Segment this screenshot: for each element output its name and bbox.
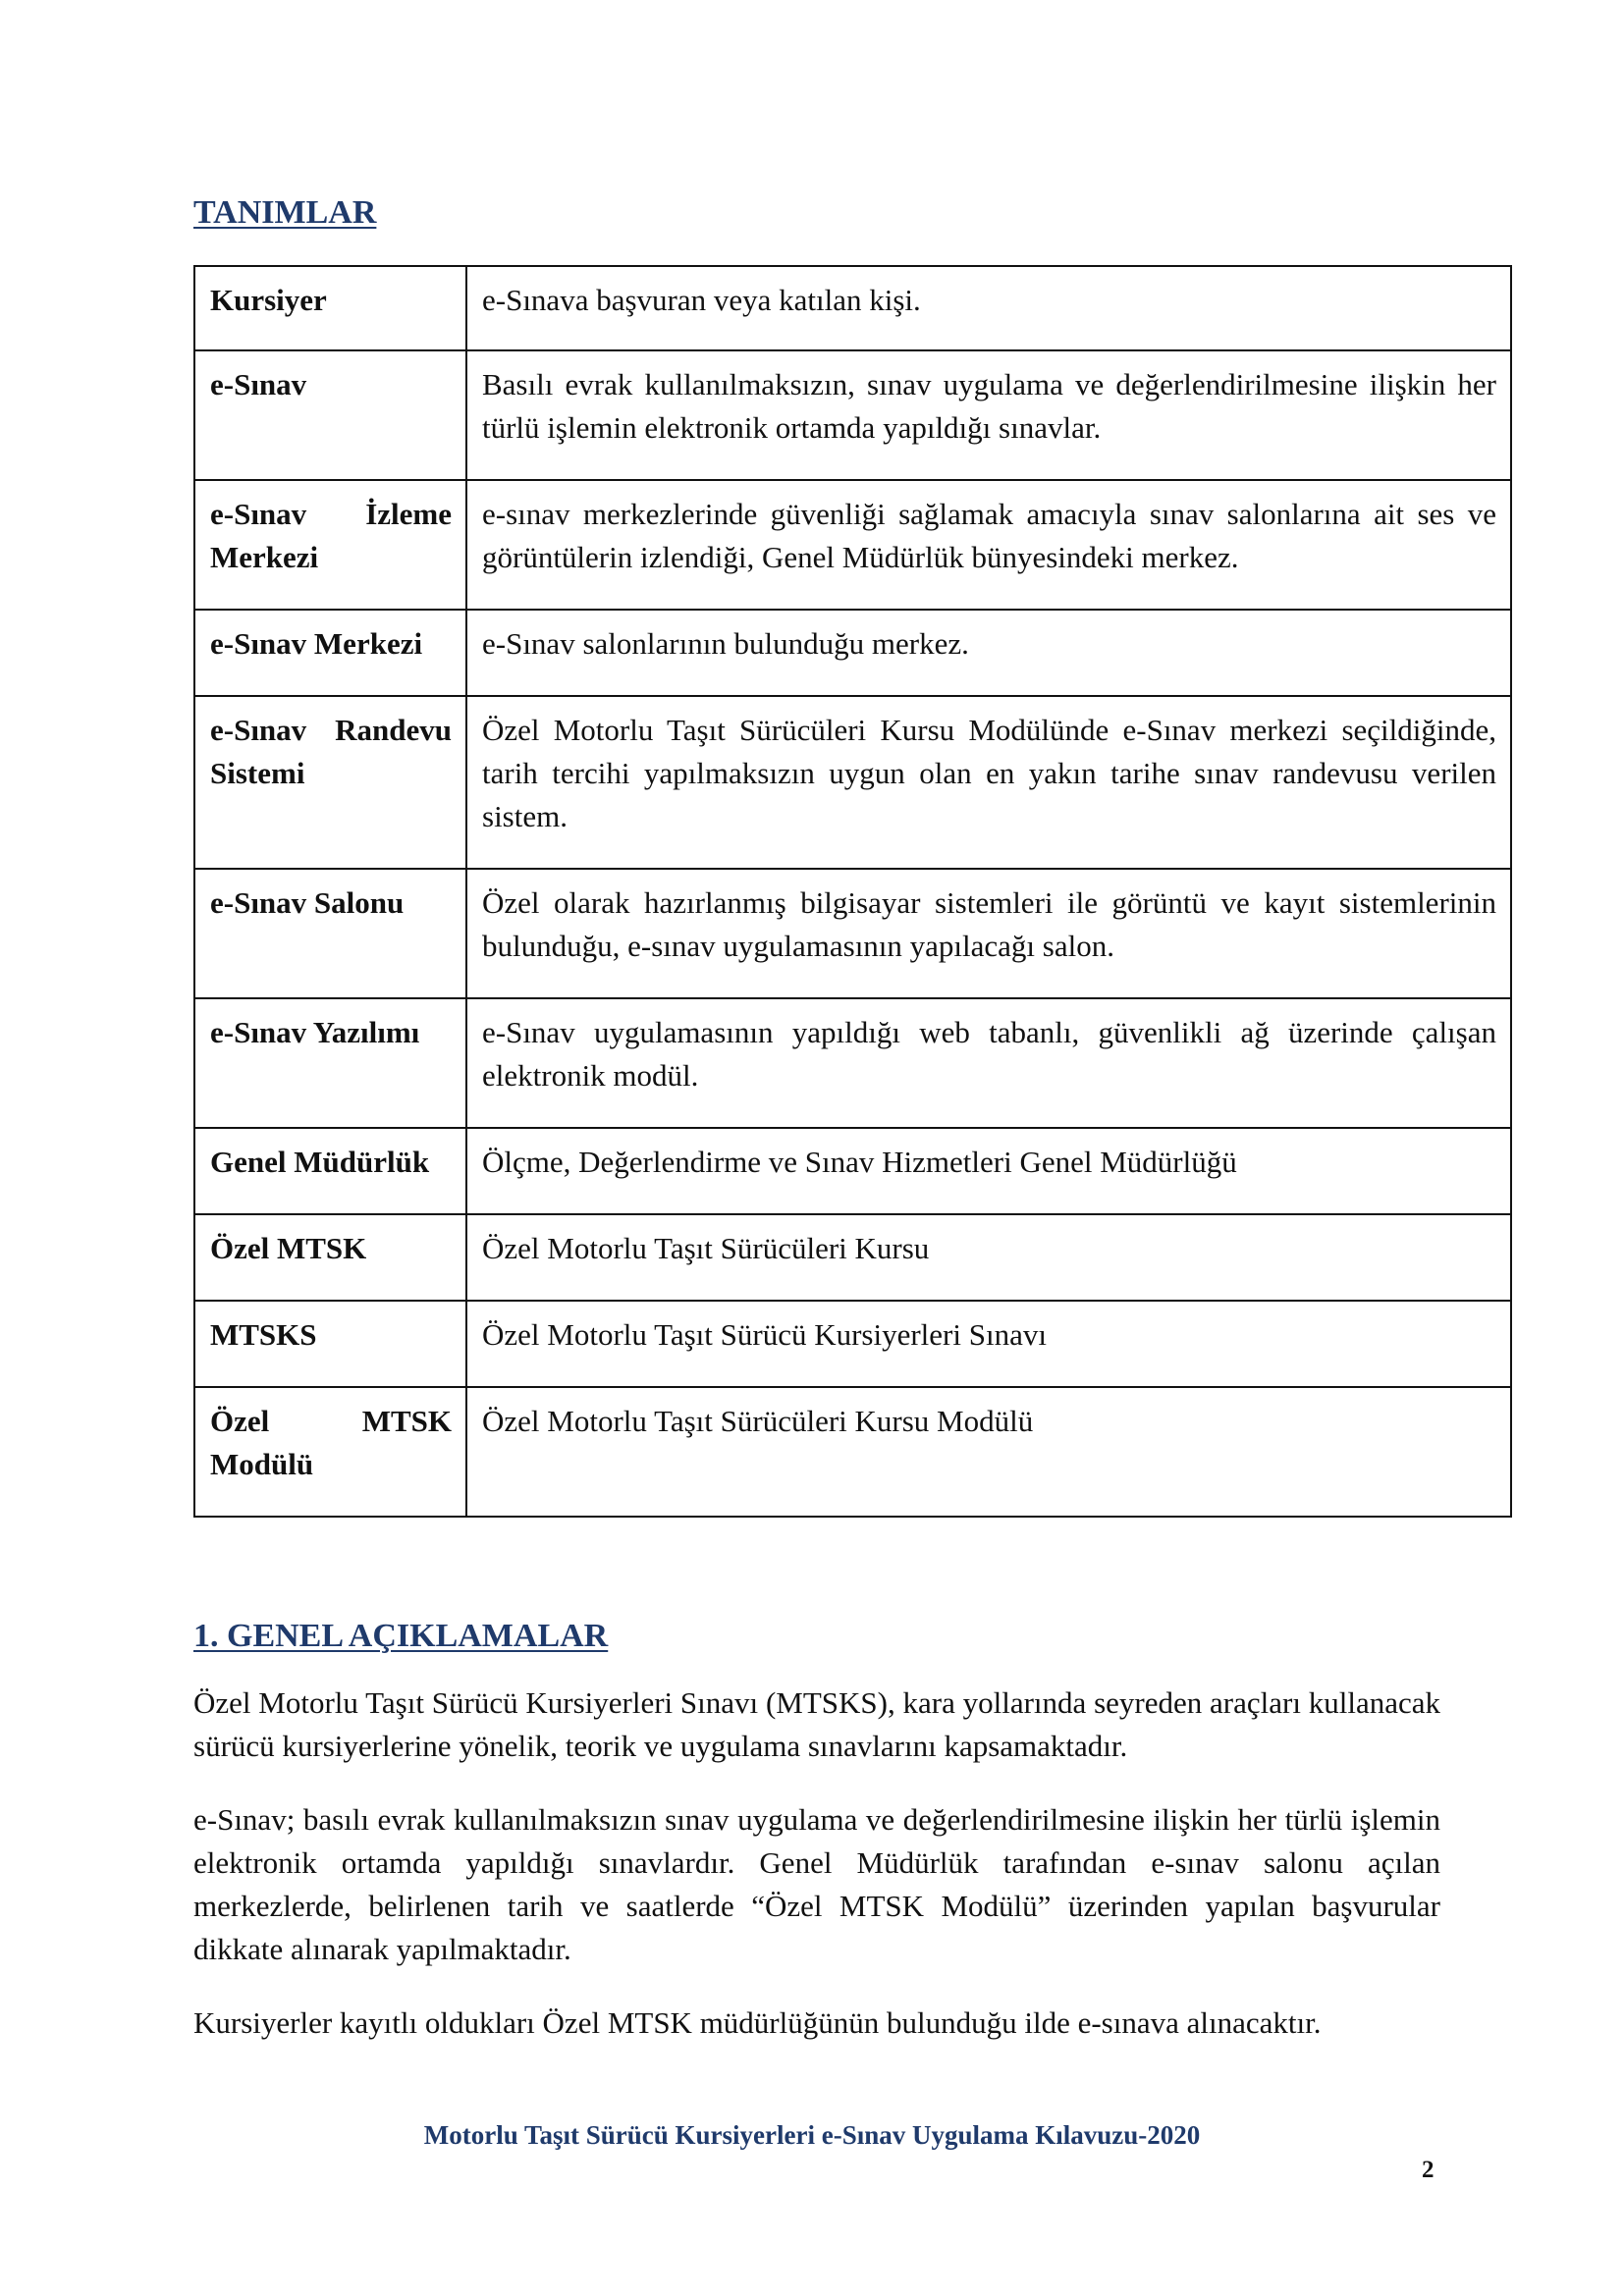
definition-term: Özel MTSK Modülü xyxy=(194,1387,466,1517)
paragraph: Özel Motorlu Taşıt Sürücü Kursiyerleri Sınavı (MTSKS), kara yollarında seyreden araçları kullanacak sürücü kursiyerlerine yönelik, teorik ve uygulama sınavlarını kapsamaktadır. xyxy=(193,1685,1440,1763)
general-heading: 1. GENEL AÇIKLAMALAR xyxy=(193,1618,609,1654)
definition-term: e-Sınav İzleme Merkezi xyxy=(194,480,466,610)
definition-text: Özel Motorlu Taşıt Sürücüleri Kursu xyxy=(466,1214,1511,1301)
definition-text: Özel Motorlu Taşıt Sürücü Kursiyerleri Sınavı xyxy=(466,1301,1511,1387)
definition-term: e-Sınav Randevu Sistemi xyxy=(194,696,466,869)
definition-text: e-sınav merkezlerinde güvenliği sağlamak amacıyla sınav salonlarına ait ses ve görüntülerin izlendiği, Genel Müdürlük bünyesindeki merkez. xyxy=(466,480,1511,610)
definition-term: Genel Müdürlük xyxy=(194,1128,466,1214)
definition-text: Basılı evrak kullanılmaksızın, sınav uygulama ve değerlendirilmesine ilişkin her türlü işlemin elektronik ortamda yapıldığı sınavlar. xyxy=(466,350,1511,480)
table-row xyxy=(194,1214,1511,1301)
paragraph: e-Sınav; basılı evrak kullanılmaksızın sınav uygulama ve değerlendirilmesine ilişkin her türlü işlemin elektronik ortamda yapıldığı sınavlardır. Genel Müdürlük tarafından e-sınav salonu açılan merkezlerde, belirlenen tarih ve saatlerde “Özel MTSK Modülü” üzerinden yapılan başvurular dikkate alınarak yapılmaktadır. xyxy=(193,1802,1440,1966)
definitions-table xyxy=(193,265,1512,1518)
definition-text: Özel Motorlu Taşıt Sürücüleri Kursu Modülünde e-Sınav merkezi seçildiğinde, tarih tercihi yapılmaksızın uygun olan en yakın tarihe sınav randevusu verilen sistem. xyxy=(466,696,1511,869)
table-row xyxy=(194,350,1511,480)
table-row xyxy=(194,869,1511,998)
definition-term: Kursiyer xyxy=(194,266,466,350)
table-row xyxy=(194,480,1511,610)
table-row xyxy=(194,266,1511,350)
table-row xyxy=(194,696,1511,869)
page-number: 2 xyxy=(1422,2157,1435,2183)
definition-text: Ölçme, Değerlendirme ve Sınav Hizmetleri Genel Müdürlüğü xyxy=(466,1128,1511,1214)
definition-text: e-Sınava başvuran veya katılan kişi. xyxy=(466,266,1511,350)
definition-term: e-Sınav Salonu xyxy=(194,869,466,998)
footer-title: Motorlu Taşıt Sürücü Kursiyerleri e-Sınav Uygulama Kılavuzu-2020 xyxy=(423,2120,1201,2150)
definition-term: e-Sınav xyxy=(194,350,466,480)
table-row xyxy=(194,998,1511,1128)
table-row xyxy=(194,610,1511,696)
definition-term: e-Sınav Merkezi xyxy=(194,610,466,696)
definition-text: Özel olarak hazırlanmış bilgisayar sistemleri ile görüntü ve kayıt sistemlerinin bulunduğu, e-sınav uygulamasının yapılacağı salon. xyxy=(466,869,1511,998)
definition-term: MTSKS xyxy=(194,1301,466,1387)
definitions-heading: TANIMLAR xyxy=(193,194,377,231)
paragraph: Kursiyerler kayıtlı oldukları Özel MTSK müdürlüğünün bulunduğu ilde e-sınava alınacaktır. xyxy=(193,2005,1322,2040)
definition-text: e-Sınav salonlarının bulunduğu merkez. xyxy=(466,610,1511,696)
definition-term: Özel MTSK xyxy=(194,1214,466,1301)
table-row xyxy=(194,1387,1511,1517)
table-row xyxy=(194,1301,1511,1387)
definition-text: Özel Motorlu Taşıt Sürücüleri Kursu Modülü xyxy=(466,1387,1511,1517)
definition-text: e-Sınav uygulamasının yapıldığı web tabanlı, güvenlikli ağ üzerinde çalışan elektronik modül. xyxy=(466,998,1511,1128)
table-row xyxy=(194,1128,1511,1214)
definition-term: e-Sınav Yazılımı xyxy=(194,998,466,1128)
